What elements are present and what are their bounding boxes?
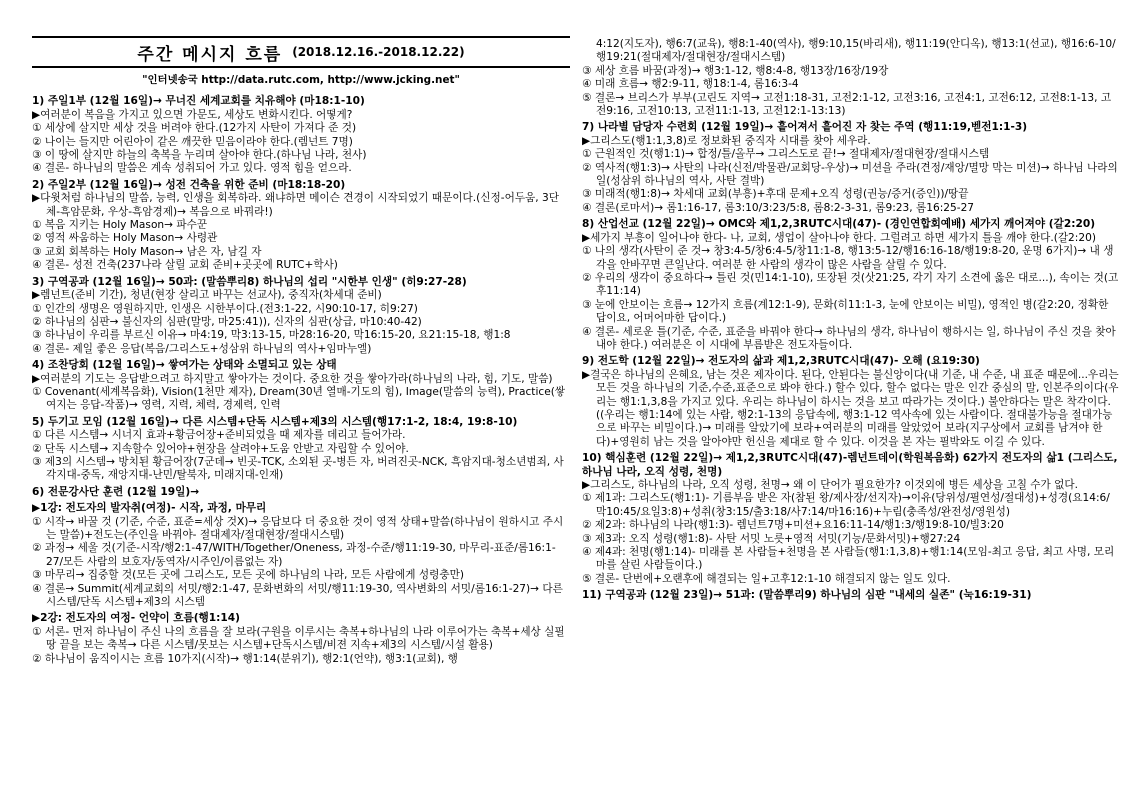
text-line: ① 시작→ 바꿀 것 (기준, 수준, 표준=세상 것X)→ 응답보다 더 중요한 것이 영적 상태+말씀(하나님이 원하시고 주시는 말씀)+전도는(주인을 바꿔야- 절대제자/절대현장/절대시스템) [32, 515, 564, 541]
text-line: ① 세상에 살지만 세상 것을 버려야 한다.(12가지 사탄이 가져다 준 것) [32, 122, 357, 135]
section-heading: 4) 조찬당회 (12월 16일)→ 쌓여가는 상태와 소멸되고 있는 상태 [32, 359, 337, 372]
text-line: ④ 제4과: 천명(행1:14)- 미래를 본 사람들+천명을 본 사람들(행1:1,3,8)+행1:14(모임-최고 응답, 최고 사명, 모리마를 살린 사람들이다.) [582, 546, 1115, 572]
text-line: ③ 미래적(행1:8)→ 차세대 교회(부흥)+후대 문제+오직 성령(권능/증거(증인))/땅끝 [582, 188, 969, 201]
text-line: ⑤ 결론- 단번에+오랜후에 해결되는 일+고후12:1-10 해결되지 않는 일도 있다. [582, 572, 951, 585]
text-line: ③ 이 땅에 살지만 하늘의 축복을 누리며 살아야 한다.(하나님 나라, 천사) [32, 149, 367, 162]
text-line: ▶세가지 부흥이 일어나야 한다- 나, 교회, 생업이 살아나야 한다. 그럴려고 하면 세가지 틀을 깨야 한다.(갈2:20) [582, 231, 1096, 244]
text-line: ② 과정→ 세울 것(기준-시작/행2:1-47/WITH/Together/Oneness, 과정-수준/행11:19-30, 마무리-표준/롬16:1-27/모든 사람의 보호자/동역자/시주인/이름없는 자) [32, 542, 556, 568]
section-heading: 3) 구역공과 (12월 16일)→ 50과: (말씀뿌리8) 하나님의 섭리 "시한부 인생" (히9:27-28) [32, 275, 467, 288]
page-title: 주간 메시지 흐름 [137, 44, 283, 65]
date-range: (2018.12.16.-2018.12.22) [292, 45, 465, 59]
text-line: ▶그리스도, 하나님의 나라, 오직 성령, 천명→ 왜 이 단어가 필요한가? 이것외에 병든 세상을 고칠 수가 없다. [582, 479, 1078, 491]
left-column [32, 70, 570, 666]
text-line: ④ 미래 흐름→ 행2:9-11, 행18:1-4, 롬16:3-4 [582, 78, 799, 91]
text-line: ① 나의 생각(사탄이 준 것→ 창3:4-5/창6:4-5/창11:1-8, 행13:5-12/행16:16-18/행19:8-20, 운명 6가지)→ 내 생각을 안바꾸면 큰일난다. 여러분 한 사람의 생각이 많은 사람을 살릴 수 있다. [582, 245, 1114, 271]
website-links: "인터넷송국 http://data.rutc.com, http://www.jcking.net" [142, 74, 460, 86]
text-line: ③ 교회 회복하는 Holy Mason→ 남은 자, 남길 자 [32, 245, 262, 258]
section-heading: 5) 두기고 모임 (12월 16일)→ 다른 시스템+단독 시스템+제3의 시스템(행17:1-2, 18:4, 19:8-10) [32, 415, 518, 428]
text-line: ④ 결론- 하나님의 말씀은 계속 성취되어 가고 있다. 영적 힘을 얻으라. [32, 162, 352, 175]
right-column [582, 38, 1120, 603]
section-heading: 10) 핵심훈련 (12월 22일)→ 제1,2,3RUTC시대(47)-렘넌트데이(학원복음화) 62가지 전도자의 삶1 (그리스도, 하나님 나라, 오직 성령, 천명) [582, 452, 1118, 478]
text-line: ② 제2과: 하나님의 나라(행1:3)- 렘넌트7명+미션+요16:11-14/행1:3/행19:8-10/빌3:20 [582, 519, 1004, 532]
text-line: ▶결국은 하나님의 은혜요, 남는 것은 제자이다. 된다, 안된다는 불신앙이다(내 기준, 내 수준, 내 표준 때문에...우리는 모든 것을 하나님의 기준,수준,표준으로 봐야 한다.) 할수 있다, 할수 없다는 말은 인간 중심의 말, 인본주의이다(우리는 행1:1,3,8을 가지고 있다. 우리는 하나님이 하시는 것을 보고 따라가는 것이다.) 불안하다는 말은 착각이다.((우리는 행1:14에 있는 사람, 행2:1-13의 응답속에, 행3:1-12 역사속에 있는 사람이다. 절대불가능을 절대가능으로 바꾸는 비밀이다.)→ 미래를 알았기에 보라+여러분의 미래를 알았었어 보라(지구상에서 교회를 남겨야 한다)+영원히 남는 것을 알아야만 헌신을 제대로 할 수 있다. 이것을 본 자는 필박와도 이길 수 있다. [582, 368, 1119, 448]
text-line: ③ 하나님이 우리를 부르신 이유→ 마4:19, 막3:13-15, 마28:16-20, 막16:15-20, 요21:15-18, 행1:8 [32, 329, 511, 342]
text-line: ③ 제3과: 오직 성령(행1:8)- 사탄 서밋 노릇+영적 서밋(기능/문화서밋)+행27:24 [582, 532, 961, 545]
text-line: ④ 결론- 성전 건축(237나라 살릴 교회 준비+곳곳에 RUTC+학사) [32, 259, 338, 272]
text-line: ④ 결론→ Summit(세계교회의 서밋/행2:1-47, 문화변화의 서밋/행11:19-30, 역사변화의 서밋/롬16:1-27)→ 다른 시스템/단독 시스템+제3의 시스템 [32, 582, 563, 609]
text-line: ▶여러분의 기도는 응답받으려고 하지말고 쌓아가는 것이다. 중요한 것을 쌓아가라(하나님의 나라, 힘, 기도, 말씀) [32, 372, 553, 385]
text-line: ⑤ 결론→ 브리스가 부부(고린도 지역→ 고전1:18-31, 고전2:1-12, 고전3:16, 고전4:1, 고전6:12, 고전8:1-13, 고전9:16, 고전10:13, 고전11:1-13, 고전12:1-13:13) [582, 91, 1112, 118]
text-line: ② 하나님의 심판→ 불신자의 심판(말망, 마25:41)), 신자의 심판(상급, 마10:40-42) [32, 315, 422, 328]
text-line: ③ 제3의 시스템→ 방치된 황금어장(7군데→ 빈곳-TCK, 소외된 곳-병든 자, 버려진곳-NCK, 흑암지대-청소년범죄, 사각지대-중독, 재앙지대-난민/탈북자, 미래지대-인재) [32, 455, 564, 482]
text-line: ② 단독 시스템→ 지속할수 있어야+현장을 살려야+도움 안받고 자립할 수 있어야. [32, 442, 409, 455]
text-line: 4:12(지도자), 행6:7(교육), 행8:1-40(역사), 행9:10,15(바리새), 행11:19(안디옥), 행13:1(선교), 행16:6-10/행19:21(절대제자/절대현장/절대시스템) [596, 38, 1116, 64]
text-line: ③ 눈에 안보이는 흐름→ 12가지 흐름(계12:1-9), 문화(히11:1-3, 눈에 안보이는 비밀), 영적인 병(갈2:20, 정확한 답이요, 어머어마한 답이다.) [582, 298, 1109, 325]
text-line: ① 다른 시스템→ 시너지 효과+황금어장+준비되었을 때 제자를 데리고 들어가라. [32, 429, 406, 442]
text-line: ③ 마무리→ 집중할 것(모든 곳에 그리스도, 모든 곳에 하나님의 나라, 모든 사람에게 성령충만) [32, 569, 464, 582]
text-line: ① 복음 지키는 Holy Mason→ 파수꾼 [32, 219, 208, 232]
section-heading: 11) 구역공과 (12월 23일)→ 51과: (말씀뿌리9) 하나님의 심판 "내세의 실존" (눅16:19-31) [582, 589, 1032, 602]
text-line: ③ 세상 흐름 바꿈(과정)→ 행3:1-12, 행8:4-8, 행13장/16장/19장 [582, 64, 889, 77]
text-line: ② 나이는 들지만 어린아이 같은 깨끗한 믿음이라야 한다.(렘넌트 7명) [32, 135, 353, 148]
text-line: ① Covenant(세계복음화), Vision(1천만 제자), Dream(30년 열매-기도의 힘), Image(말씀의 능력), Practice(쌓여지는 응답-작품)→ 영력, 지력, 체력, 경제력, 인력 [32, 385, 566, 412]
text-line: ① 제1과: 그리스도(행1:1)- 기름부음 받은 자(참된 왕/제사장/선지자)→이유(당위성/필연성/절대성)+성경(요14:6/막10:45/요일3:8)+성취(창3:15/출3:18/사7:14/마16:16)+누림(충족성/완전성/영원성) [582, 492, 1110, 518]
text-line: ② 영적 싸움하는 Holy Mason→ 사령관 [32, 232, 218, 245]
text-line: ② 우리의 생각이 중요하다→ 틀린 것(민14:1-10), 또장된 것(삿21:25, 각기 자기 소견에 옳은 대로...), 속이는 것(고후11:14) [582, 271, 1119, 298]
text-line: ▶렘넌트(준비 기간), 청년(현장 살리고 바꾸는 선교사), 중직자(차세대 준비) [32, 289, 382, 302]
section-heading: 2) 주일2부 (12월 16일)→ 성전 건축을 위한 준비 (마18:18-20) [32, 178, 346, 191]
section-heading: 1) 주일1부 (12월 16일)→ 무너진 세계교회를 치유해야 (마18:1-10) [32, 95, 365, 108]
text-line: ▶여러분이 복음을 가지고 있으면 가문도, 세상도 변화시킨다. 어떻게? [32, 108, 353, 121]
section-heading: 7) 나라별 담당자 수련회 (12월 19일)→ 흩어져서 흩어진 자 찾는 주역 (행11:19,벧전1:1-3) [582, 121, 1028, 134]
text-line: ① 인간의 생명은 영원하지만, 인생은 시한부이다.(전3:1-22, 시90:10-17, 히9:27) [32, 302, 418, 315]
text-line: ▶다윗처럼 하나님의 말씀, 능력, 인생을 회복하라. 왜냐하면 메이슨 견경이 시작되었기 때문이다.(신정-어두움, 3단체-흑암문화, 우상-흑암경제)→ 복음으로 바꿔라!) [32, 192, 559, 218]
section-heading: ▶2강: 전도자의 여정- 언약이 흐름(행1:14) [32, 612, 240, 625]
text-line: ④ 결론- 제일 좋은 응답(복음/그리스도+성삼위 하나님의 역사+임마누엘) [32, 342, 372, 355]
text-line: ② 하나님이 움직이시는 흐름 10가지(시작)→ 행1:14(분위기), 행2:1(언약), 행3:1(교회), 행 [32, 652, 458, 665]
section-heading: 6) 전문강사단 훈련 (12월 19일)→ [32, 485, 200, 498]
text-line: ④ 결론- 세로운 틀(기준, 수준, 표준을 바꿔야 한다→ 하나님의 생각, 하나님이 행하시는 일, 하나님이 주신 것을 찾아내야 한다.) 여러분은 이 시대에 부름받은 전도자들이다. [582, 325, 1116, 351]
section-heading: 8) 산업선교 (12월 22일)→ OMC와 제1,2,3RUTC시대(47)- (경인연합회예배) 세가지 깨어져야 (갈2:20) [582, 218, 1096, 231]
text-line: ① 서론- 먼저 하나님이 주신 나의 흐름을 잘 보라(구원을 이루시는 축복+하나님의 나라 이루어가는 축복+세상 실필 땅 끝을 보는 축복→ 다른 시스템/못보는 시스템+단독시스템/비젼 지속+제3의 시스템/시설 활용) [32, 625, 565, 652]
section-heading: ▶1강: 전도자의 발자취(여정)- 시작, 과정, 마무리 [32, 502, 267, 515]
text-line: ▶그리스도(행1:1,3,8)로 정보화된 중직자 시대를 찾아 세우라. [582, 134, 871, 147]
text-line: ① 근원적인 것(행1:1)→ 합정/틀/올무→ 그리스도로 끝!→ 절대제자/절대현장/절대시스템 [582, 148, 990, 161]
section-heading: 9) 전도학 (12월 22일)→ 전도자의 삶과 제1,2,3RUTC시대(47)- 오해 (요19:30) [582, 355, 980, 368]
text-line: ② 역사적(행1:3)→ 사탄의 나라(신전/박물관/교회당-우상)→ 미션을 주라(견정/재앙/멸망 막는 미션)→ 하나님 나라의 일(성삼위 하나님의 역사, 사탄 결박) [582, 161, 1118, 188]
text-line: ④ 결론(로마서)→ 롬1:16-17, 롬3:10/3:23/5:8, 롬8:2-3-31, 롬9:23, 롬16:25-27 [582, 201, 975, 214]
title-banner [32, 36, 570, 68]
